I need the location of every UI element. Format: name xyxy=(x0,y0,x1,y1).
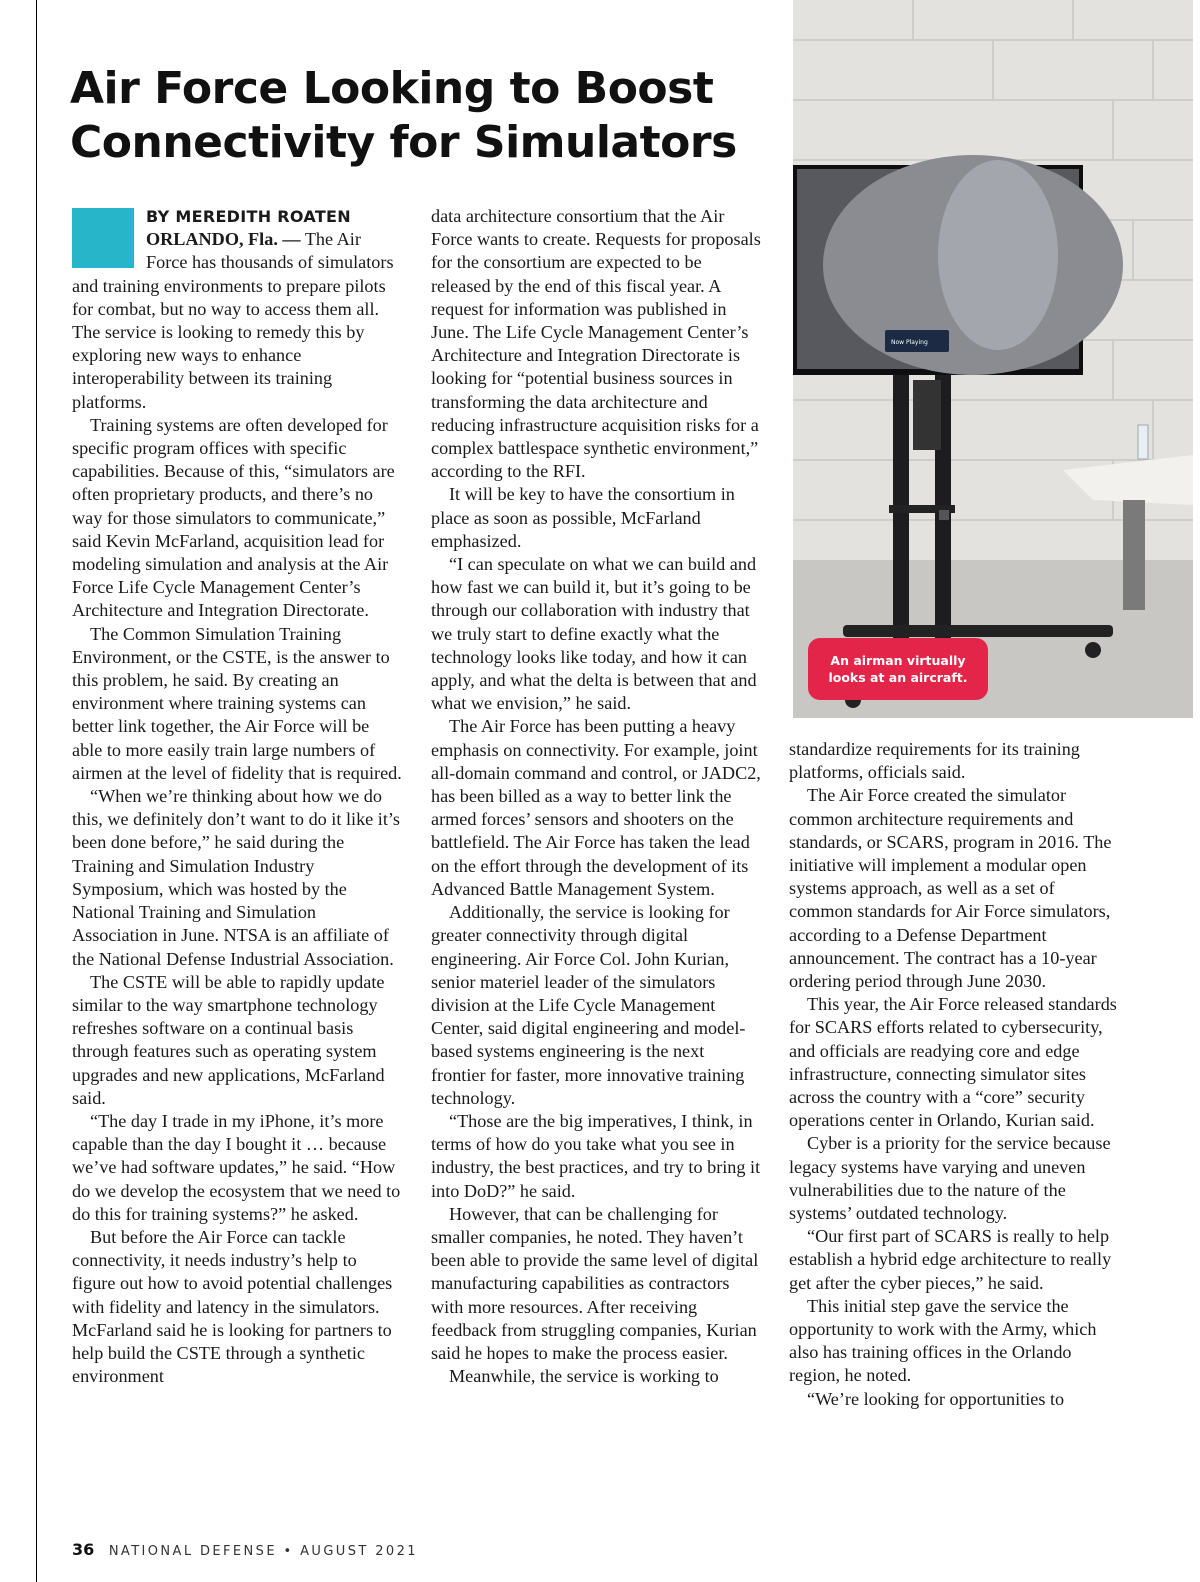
paragraph: But before the Air Force can tackle connectivity, it needs industry’s help to figure out how to avoid potential challenges with fidelity and latency in the simulators. McFarland said he is looking for partners to help build the CSTE through a synthetic environment xyxy=(72,1226,393,1387)
byline: BY MEREDITH ROATEN xyxy=(146,207,351,226)
headline-line-1: Air Force Looking to Boost xyxy=(70,63,714,114)
issue-date: AUGUST 2021 xyxy=(300,1544,418,1559)
paragraph-continued: data architecture consortium that the Air Force wants to create. Requests for proposals for the consortium are expected to be released by the end of this fiscal year. A request for information was published in June. The Life Cycle Management Center’s Architecture and Integration Directorate is looking for “potential business sources in transforming the data architecture and reducing infrastructure acquisition risks for a complex battlespace synthetic environment,” according to the RFI. xyxy=(431,206,761,482)
page-number: 36 xyxy=(72,1540,95,1559)
headline-line-2: Connectivity for Simulators xyxy=(70,117,737,168)
caption-line-1: An airman virtually xyxy=(830,653,966,668)
paragraph: This initial step gave the service the opportunity to work with the Army, which also has training offices in the Orlando region, he noted. xyxy=(789,1295,1097,1386)
paragraph: Cyber is a priority for the service because legacy systems have varying and uneven vulnerabilities due to the nature of the systems’ outdated technology. xyxy=(789,1133,1111,1224)
photo-caption-badge xyxy=(808,638,988,700)
article-column-2 xyxy=(431,205,763,1388)
paragraph: This year, the Air Force released standards for SCARS efforts related to cybersecurity, and officials are readying core and edge infrastructure, connecting simulator sites across the country with a “core” security operations center in Orlando, Kurian said. xyxy=(789,994,1117,1131)
page-margin-rule xyxy=(36,0,37,1582)
caption-line-2: looks at an aircraft. xyxy=(828,670,968,685)
paragraph: Training systems are often developed for specific program offices with specific capabilities. Because of this, “simulators are often proprietary products, and there’s no way for those simulators to communicate,” said Kevin McFarland, acquisition lead for modeling simulation and analysis at the Air Force Life Cycle Management Center’s Architecture and Integration Directorate. xyxy=(72,414,395,621)
footer-separator: • xyxy=(283,1544,294,1559)
paragraph: The Air Force created the simulator common architecture requirements and standards, or SCARS, program in 2016. The initiative will implement a modular open systems approach, as well as a set of common standards for Air Force simulators, according to a Defense Department announcement. The contract has a 10-year ordering period through June 2030. xyxy=(789,785,1112,992)
paragraph-text: The Air Force has thousands of simulators and training environments to prepare pilots for combat, but no way to access them all. The service is looking to remedy this by exploring new ways to enhance interoperability between its training platforms. xyxy=(72,229,394,412)
article-column-3 xyxy=(789,738,1121,1411)
page-footer xyxy=(72,1540,418,1559)
paragraph: “The day I trade in my iPhone, it’s more capable than the day I bought it … because we’ve had software updates,” he said. “How do we develop the ecosystem that we need to do this for training systems?” he asked. xyxy=(72,1110,401,1224)
paragraph: However, that can be challenging for smaller companies, he noted. They haven’t been able to provide the same level of digital manufacturing capabilities as contractors with more resources. After receiving feedback from struggling companies, Kurian said he hopes to make the process easier. xyxy=(431,1203,759,1363)
screen-text: Now Playing xyxy=(891,339,928,346)
paragraph: “We’re looking for opportunities to xyxy=(807,1388,1065,1409)
paragraph: “I can speculate on what we can build and how fast we can build it, but it’s going to be through our collaboration with industry that we truly start to define exactly what the technology looks like today, and how it can apply, and what the delta is between that and what we envision,” he said. xyxy=(431,554,757,714)
paragraph: “When we’re thinking about how we do this, we definitely don’t want to do it like it’s been done before,” he said during the Training and Simulation Industry Symposium, which was hosted by the National Training and Simulation Association in June. NTSA is an affiliate of the National Defense Industrial Association. xyxy=(72,786,401,969)
dropcap-block xyxy=(72,208,134,268)
paragraph-continued: standardize requirements for its training platforms, officials said. xyxy=(789,739,1080,783)
article-column-1 xyxy=(72,205,404,1388)
paragraph: It will be key to have the consortium in place as soon as possible, McFarland emphasized. xyxy=(431,484,735,551)
publication-name: NATIONAL DEFENSE xyxy=(108,1544,277,1559)
paragraph: “Those are the big imperatives, I think, in terms of how do you take what you see in industry, the best practices, and try to bring it into DoD?” he said. xyxy=(431,1110,761,1201)
photo-airman-simulator xyxy=(793,0,1193,718)
paragraph: The CSTE will be able to rapidly update similar to the way smartphone technology refreshes software on a continual basis through features such as operating system upgrades and new applications, McFarland said. xyxy=(72,971,385,1108)
headline xyxy=(70,62,770,170)
paragraph: Meanwhile, the service is working to xyxy=(449,1366,719,1387)
paragraph: The Common Simulation Training Environment, or the CSTE, is the answer to this problem, he said. By creating an environment where training systems can better link together, the Air Force will be able to more easily train large numbers of airmen at the level of fidelity that is required. xyxy=(72,623,402,783)
dateline: ORLANDO, Fla. — xyxy=(146,229,301,250)
photo-illustration xyxy=(793,0,1193,718)
paragraph: “Our first part of SCARS is really to help establish a hybrid edge architecture to really get after the cyber pieces,” he said. xyxy=(789,1226,1112,1293)
paragraph: The Air Force has been putting a heavy emphasis on connectivity. For example, joint all-domain command and control, or JADC2, has been billed as a way to better link the armed forces’ sensors and shooters on the battlefield. The Air Force has taken the lead on the effort through the development of its Advanced Battle Management System. xyxy=(431,716,761,899)
paragraph: Additionally, the service is looking for greater connectivity through digital engineering. Air Force Col. John Kurian, senior materiel leader of the simulators division at the Life Cycle Management Center, said digital engineering and model-based systems engineering is the next frontier for faster, more innovative training technology. xyxy=(431,902,746,1108)
